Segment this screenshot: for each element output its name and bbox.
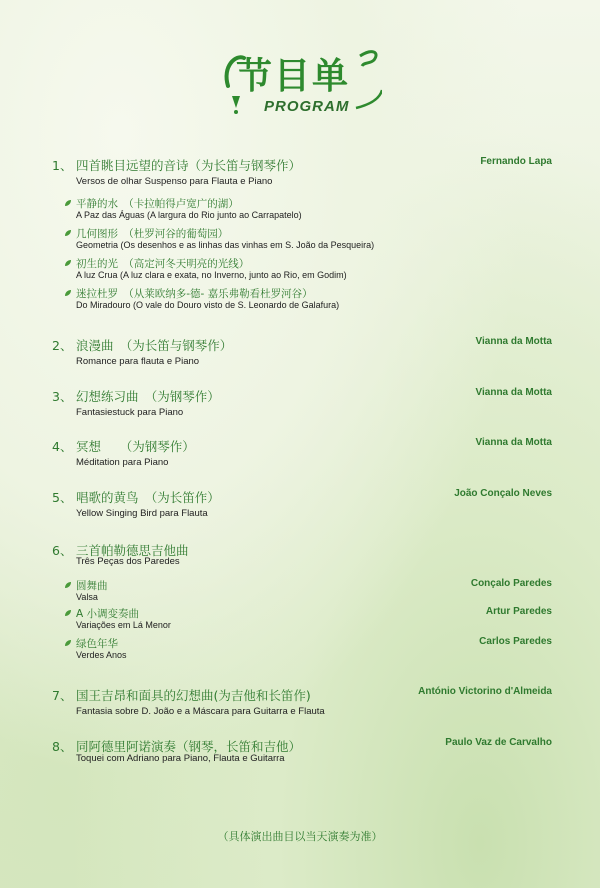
sub-title-pt: Do Miradouro (O vale do Douro visto de S. Leonardo de Galafura) — [76, 300, 340, 310]
sub-title-cn: 初生的光 （高定河冬天明亮的光线） — [76, 258, 250, 270]
sub-title-pt: Valsa — [76, 592, 98, 602]
item-title-pt: Fantasia sobre D. João e a Máscara para Guitarra e Flauta — [76, 706, 325, 717]
item-composer: Vianna da Motta — [475, 336, 552, 347]
item-title-pt: Yellow Singing Bird para Flauta — [76, 508, 208, 519]
item-title-cn: 国王吉昂和面具的幻想曲(为吉他和长笛作) — [76, 688, 311, 703]
sub-title-pt: A luz Crua (A luz clara e exata, no Inverno, junto ao Rio, em Godim) — [76, 270, 347, 280]
item-number: 7、 — [52, 688, 73, 703]
item-title-pt: Méditation para Piano — [76, 457, 169, 468]
sub-title-cn: 圆舞曲 — [76, 580, 108, 592]
item-title-pt: Três Peças dos Paredes — [76, 556, 180, 567]
leaf-icon — [64, 259, 72, 267]
sub-composer: Artur Paredes — [485, 606, 552, 617]
item-composer: Fernando Lapa — [480, 156, 552, 167]
footer-note: （具体演出曲目以当天演奏为准） — [217, 830, 383, 843]
item-number: 4、 — [52, 439, 73, 454]
item-title-pt: Romance para flauta e Piano — [76, 356, 200, 367]
sub-title-cn: 平静的水 （卡拉帕得卢宽广的湖） — [76, 198, 239, 210]
leaf-icon — [64, 581, 72, 589]
item-composer: Vianna da Motta — [475, 437, 552, 448]
item-composer: Vianna da Motta — [475, 387, 552, 398]
leaf-icon — [64, 609, 72, 617]
item-title-pt: Fantasiestuck para Piano — [76, 407, 184, 418]
leaf-icon — [64, 199, 72, 207]
item-number: 8、 — [52, 739, 73, 754]
leaf-icon — [64, 639, 72, 647]
sub-composer: Carlos Paredes — [479, 636, 552, 647]
program-title-en: PROGRAM — [264, 98, 350, 115]
item-composer: Paulo Vaz de Carvalho — [445, 737, 552, 748]
item-composer: António Victorino d'Almeida — [418, 686, 552, 697]
item-title-cn: 四首眺目远望的音诗（为长笛与钢琴作） — [76, 158, 302, 173]
sub-composer: Conçalo Paredes — [470, 578, 552, 589]
item-title-pt: Toquei com Adriano para Piano, Flauta e Guitarra — [76, 753, 285, 764]
item-number: 2、 — [52, 338, 73, 353]
sub-title-cn: 几何图形 （杜罗河谷的葡萄园） — [76, 228, 229, 240]
program-title-cn: 节目单 — [236, 56, 351, 97]
item-number: 6、 — [52, 543, 73, 558]
item-number: 5、 — [52, 490, 73, 505]
item-title-cn: 唱歌的黄鸟 （为长笛作） — [76, 490, 220, 505]
sub-title-pt: Verdes Anos — [76, 650, 127, 660]
item-number: 3、 — [52, 389, 73, 404]
item-title-cn: 同阿德里阿诺演奏（钢琴，长笛和吉他） — [76, 739, 302, 754]
leaf-icon — [64, 289, 72, 297]
item-title-cn: 冥想 （为钢琴作） — [76, 439, 195, 454]
sub-title-pt: Variações em Lá Menor — [76, 620, 171, 630]
item-title-cn: 三首帕勒德思吉他曲 — [76, 543, 189, 558]
item-title-cn: 幻想练习曲 （为钢琴作） — [76, 389, 220, 404]
sub-title-cn: 绿色年华 — [76, 638, 118, 650]
program-logo — [222, 46, 382, 122]
sub-title-pt: A Paz das Águas (A largura do Rio junto ao Carrapatelo) — [76, 210, 302, 220]
item-number: 1、 — [52, 158, 73, 173]
sub-title-cn: A 小调变奏曲 — [76, 608, 140, 620]
item-title-pt: Versos de olhar Suspenso para Flauta e Piano — [76, 176, 273, 187]
sub-title-pt: Geometria (Os desenhos e as linhas das vinhas em S. João da Pesqueira) — [76, 240, 375, 250]
item-title-cn: 浪漫曲 （为长笛与钢琴作） — [76, 338, 233, 353]
item-composer: João Conçalo Neves — [454, 488, 552, 499]
sub-title-cn: 迷拉杜罗 （从莱欧纳多-德- 嘉乐弗勒看杜罗河谷） — [76, 288, 313, 300]
leaf-icon — [64, 229, 72, 237]
